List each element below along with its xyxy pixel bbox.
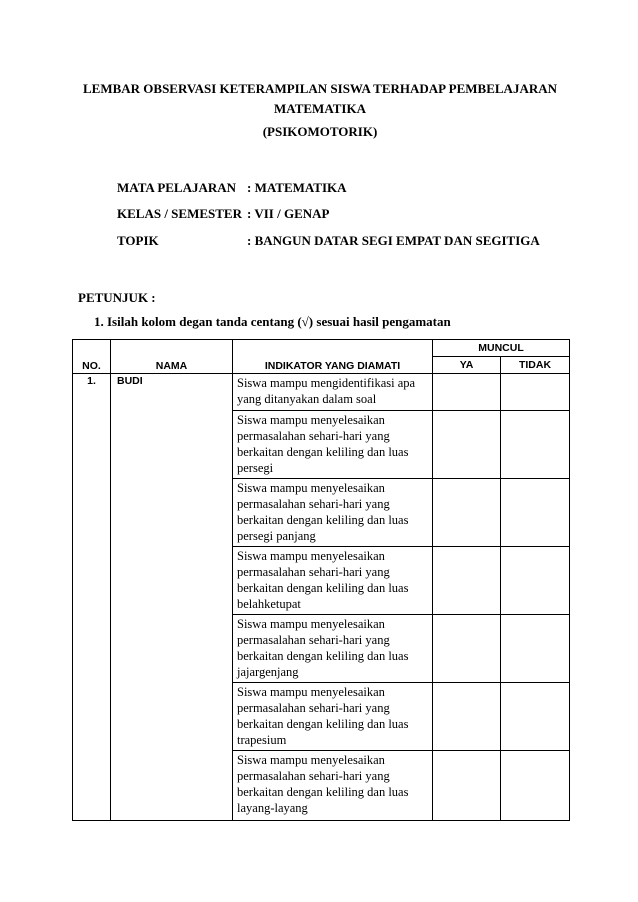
title-line-1: LEMBAR OBSERVASI KETERAMPILAN SISWA TERHADAP PEMBELAJARAN [82, 81, 557, 96]
header-tidak: TIDAK [501, 357, 570, 374]
ya-checkbox-cell[interactable] [433, 683, 501, 751]
instruction-item: 1. Isilah kolom degan tanda centang (√) sesuai hasil pengamatan [94, 314, 451, 329]
tidak-checkbox-cell[interactable] [501, 411, 570, 479]
indicator-cell: Siswa mampu menyelesaikan permasalahan sehari-hari yang berkaitan dengan keliling dan luas trapesium [233, 683, 433, 751]
header-indikator: INDIKATOR YANG DIAMATI [233, 340, 433, 374]
ya-checkbox-cell[interactable] [433, 751, 501, 821]
tidak-checkbox-cell[interactable] [501, 615, 570, 683]
meta-value-topic: : BANGUN DATAR SEGI EMPAT DAN SEGITIGA [247, 233, 540, 248]
ya-checkbox-cell[interactable] [433, 615, 501, 683]
tidak-checkbox-cell[interactable] [501, 374, 570, 411]
tidak-checkbox-cell[interactable] [501, 547, 570, 615]
header-nama: NAMA [111, 340, 233, 374]
document-subtitle: (PSIKOMOTORIK) [262, 124, 378, 139]
meta-value-subject: : MATEMATIKA [247, 180, 347, 195]
meta-label-subject: MATA PELAJARAN [117, 180, 237, 195]
ya-checkbox-cell[interactable] [433, 374, 501, 411]
observation-table [72, 339, 570, 821]
instructions-heading: PETUNJUK : [78, 290, 156, 305]
meta-value-class: : VII / GENAP [247, 206, 330, 221]
meta-label-class: KELAS / SEMESTER [117, 206, 242, 221]
meta-label-topic: TOPIK [117, 233, 159, 248]
ya-checkbox-cell[interactable] [433, 411, 501, 479]
indicator-cell: Siswa mampu menyelesaikan permasalahan sehari-hari yang berkaitan dengan keliling dan luas jajargenjang [233, 615, 433, 683]
tidak-checkbox-cell[interactable] [501, 683, 570, 751]
title-line-2: MATEMATIKA [274, 101, 366, 116]
table-header-row-1 [73, 340, 570, 357]
tidak-checkbox-cell[interactable] [501, 751, 570, 821]
indicator-cell: Siswa mampu menyelesaikan permasalahan sehari-hari yang berkaitan dengan keliling dan luas belahketupat [233, 547, 433, 615]
header-muncul: MUNCUL [433, 340, 570, 357]
indicator-cell: Siswa mampu menyelesaikan permasalahan sehari-hari yang berkaitan dengan keliling dan luas persegi [233, 411, 433, 479]
student-name: BUDI [111, 374, 233, 821]
header-ya: YA [433, 357, 501, 374]
tidak-checkbox-cell[interactable] [501, 479, 570, 547]
ya-checkbox-cell[interactable] [433, 547, 501, 615]
table-row [73, 374, 570, 411]
row-number: 1. [73, 374, 111, 821]
indicator-cell: Siswa mampu menyelesaikan permasalahan sehari-hari yang berkaitan dengan keliling dan luas persegi panjang [233, 479, 433, 547]
ya-checkbox-cell[interactable] [433, 479, 501, 547]
header-no: NO. [73, 340, 111, 374]
document-title [60, 79, 580, 119]
indicator-cell: Siswa mampu mengidentifikasi apa yang ditanyakan dalam soal [233, 374, 433, 411]
indicator-cell: Siswa mampu menyelesaikan permasalahan sehari-hari yang berkaitan dengan keliling dan luas layang-layang [233, 751, 433, 821]
